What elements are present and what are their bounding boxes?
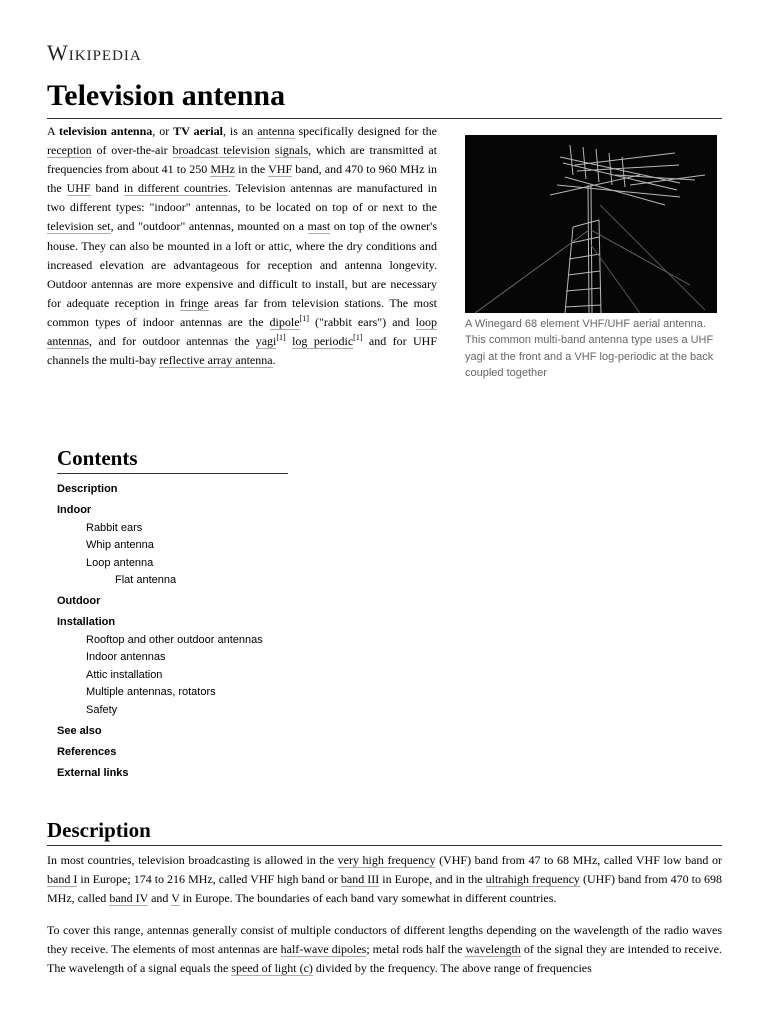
toc-item-safety[interactable]: Safety [86,703,118,716]
link-loop-antennas[interactable]: loop antennas [47,314,437,349]
link-very-high-frequency[interactable]: very high frequency [337,853,436,867]
link-band-iv[interactable]: band IV [109,891,149,906]
text: and [148,891,172,906]
antenna-figure [465,135,717,382]
text: . Television antennas are manufactured in two different types: "indoor" antennas, to be located on top of or next to the [47,181,437,215]
bold-term: television antenna [58,124,153,138]
link-half-wave-dipoles[interactable]: half-wave dipoles [280,942,367,957]
text: divided by the frequency. The above range of frequencies [312,961,592,976]
text: A [47,124,59,138]
link-band-iii[interactable]: band III [340,872,380,887]
toc-item-external-links[interactable]: External links [57,766,129,779]
text: , is an [222,124,258,138]
link-band-i[interactable]: band I [47,872,78,887]
toc-item-installation[interactable]: Installation [57,616,116,628]
text: band [90,181,124,196]
text: , and "outdoor" antennas, mounted on a [110,219,308,234]
bold-term: TV aerial [173,124,223,138]
text: specifically designed for the [294,124,437,138]
text: in Europe; 174 to 216 MHz, called VHF high band or [77,872,341,887]
intro-paragraph [47,122,437,370]
link-mhz[interactable]: MHz [210,162,236,177]
text: on top of the owner's house. They can also be mounted in a loft or attic, where the dry conditions and increased elevation are advantageous for reception and antenna longevity. Outdoor antennas are more expensive and difficult to install, but are necessary for adequate reception in [47,219,437,310]
toc-item-outdoor[interactable]: Outdoor [57,595,101,607]
link-reflective-array-antenna[interactable]: reflective array antenna [159,353,273,368]
toc-item-whip-antenna[interactable]: Whip antenna [86,539,154,551]
section-heading-description: Description [47,816,722,846]
link-speed-of-light[interactable]: speed of light (c) [231,961,313,976]
text: ; metal rods half the [366,942,466,957]
toc-list [57,481,289,782]
toc-item-flat-antenna[interactable]: Flat antenna [115,574,177,586]
link-uhf[interactable]: UHF [66,181,91,196]
toc-item-indoor[interactable]: Indoor [57,504,92,516]
link-yagi[interactable]: yagi [255,334,277,349]
link-log-periodic[interactable]: log periodic [292,334,354,349]
text: and for UHF channels the multi-bay [47,334,438,368]
toc-item-rooftop-and-other-outdoor-antennas[interactable]: Rooftop and other outdoor antennas [86,633,263,646]
text: band, and 470 to 960 MHz in the [47,162,437,196]
text: (VHF) band from 47 to 68 MHz, called VHF low band or [435,853,723,867]
text: , or [152,124,174,138]
toc-item-multiple-antennas-rotators[interactable]: Multiple antennas, rotators [86,686,216,698]
text: of over-the-air [91,143,173,158]
toc-item-description[interactable]: Description [57,483,118,495]
description-paragraph-1 [47,851,722,908]
text: areas far from television stations. The most common types of indoor antennas are the [47,295,437,329]
link-reception[interactable]: reception [47,143,92,158]
citation[interactable]: [1] [276,333,286,343]
text: of the signal they are intended to receive. The wavelength of a signal equals the [47,942,722,976]
link-different-countries[interactable]: in different countries [123,181,228,196]
link-band-v[interactable]: V [171,891,180,906]
toc-item-references[interactable]: References [57,745,117,758]
text: To cover this range, antennas generally consist of multiple conductors of different lengths depending on the wavelength of the radio waves they receive. The elements of most antennas are [47,923,722,957]
link-wavelength[interactable]: wavelength [465,942,521,957]
text: in Europe, and in the [379,872,486,887]
page-title: Television antenna [47,78,722,119]
citation[interactable]: [1] [353,333,363,343]
link-antenna[interactable]: antenna [257,124,295,138]
text: In most countries, television broadcasting is allowed in the [47,853,338,867]
text: in Europe. The boundaries of each band vary somewhat in different countries. [179,891,557,906]
citation[interactable]: [1] [299,313,309,323]
toc-title: Contents [57,444,288,474]
text: in the [235,162,269,177]
text: , and for outdoor antennas the [88,334,256,349]
wikipedia-logo[interactable]: Wikipedia [47,40,142,65]
text: . [272,353,276,368]
toc-item-see-also[interactable]: See also [57,724,102,737]
toc-item-loop-antenna[interactable]: Loop antenna [86,556,154,569]
link-vhf[interactable]: VHF [268,162,293,177]
toc-item-rabbit-ears[interactable]: Rabbit ears [86,521,143,534]
link-television-set[interactable]: television set [47,219,111,234]
text: (UHF) band from 470 to 698 MHz, called [47,872,722,906]
link-fringe[interactable]: fringe [179,295,209,310]
figure-caption: A Winegard 68 element VHF/UHF aerial antenna. This common multi-band antenna type uses a UHF yagi at the front and a VHF log-periodic at the back coupled together [465,318,714,380]
text: , which are transmitted at frequencies from about 41 to 250 [47,143,438,177]
link-ultrahigh-frequency[interactable]: ultrahigh frequency [485,872,580,887]
link-broadcast-television[interactable]: broadcast television [172,143,270,158]
toc-item-attic-installation[interactable]: Attic installation [86,668,163,681]
link-dipole[interactable]: dipole [269,314,300,329]
link-signals[interactable]: signals [274,143,309,158]
toc-item-indoor-antennas[interactable]: Indoor antennas [86,651,166,663]
text: ("rabbit ears") and [308,314,416,329]
description-paragraph-2 [47,921,722,978]
link-mast[interactable]: mast [307,219,331,234]
table-of-contents [57,444,289,782]
antenna-photo[interactable] [465,135,717,313]
